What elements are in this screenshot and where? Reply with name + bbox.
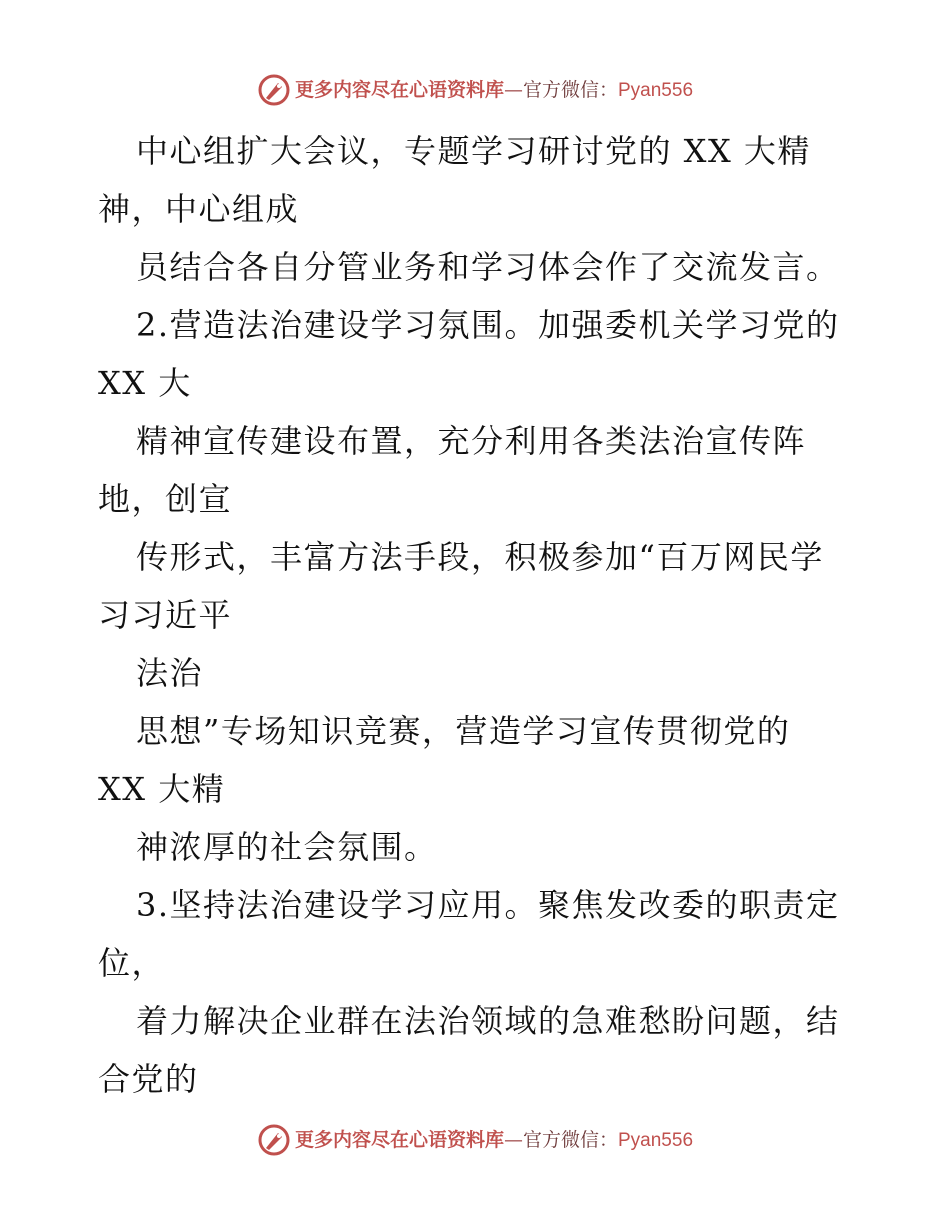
text-line: 中心组扩大会议，专题学习研讨党的 XX 大精: [136, 132, 811, 170]
text-line: 思想”专场知识竞赛，营造学习宣传贯彻党的: [136, 712, 791, 750]
footer-watermark-text: [294, 1128, 694, 1151]
text-line: 精神宣传建设布置，充分利用各类法治宣传阵: [136, 422, 807, 460]
footer-separator: —: [503, 1128, 523, 1151]
text-line: 员结合各自分管业务和学习体会作了交流发言。: [136, 248, 840, 286]
text-line: 法治: [136, 654, 204, 692]
text-line: 神，中心组成: [98, 190, 300, 228]
pen-nib-logo-icon: [257, 73, 291, 107]
text-line: 位，: [98, 944, 166, 982]
text-line: 习习近平: [98, 596, 233, 634]
footer-wechat-account: Pyan556: [618, 1129, 694, 1151]
header-main-text: 更多内容尽在心语资料库: [294, 78, 504, 101]
text-line: 着力解决企业群在法治领域的急难愁盼问题，结: [136, 1002, 840, 1040]
text-line: 神浓厚的社会氛围。: [136, 828, 438, 866]
header-wechat-label: 官方微信：: [522, 78, 618, 101]
text-line: XX 大精: [98, 770, 226, 808]
text-line: 地，创宣: [98, 480, 233, 518]
footer-banner: [0, 1120, 950, 1160]
footer-wechat-label: 官方微信：: [522, 1128, 618, 1151]
header-banner: [0, 70, 950, 110]
header-separator: —: [503, 78, 523, 101]
pen-nib-logo-icon: [257, 1123, 291, 1157]
document-body: [98, 122, 858, 1108]
text-line: 2.营造法治建设学习氛围。加强委机关学习党的: [136, 306, 840, 344]
text-line: 合党的: [98, 1060, 199, 1098]
footer-main-text: 更多内容尽在心语资料库: [294, 1128, 504, 1151]
text-line: 3.坚持法治建设学习应用。聚焦发改委的职责定: [136, 886, 840, 924]
header-watermark-text: [294, 78, 694, 101]
text-line: 传形式，丰富方法手段，积极参加“百万网民学: [136, 538, 824, 576]
text-line: XX 大: [98, 364, 192, 402]
header-wechat-account: Pyan556: [618, 79, 694, 101]
